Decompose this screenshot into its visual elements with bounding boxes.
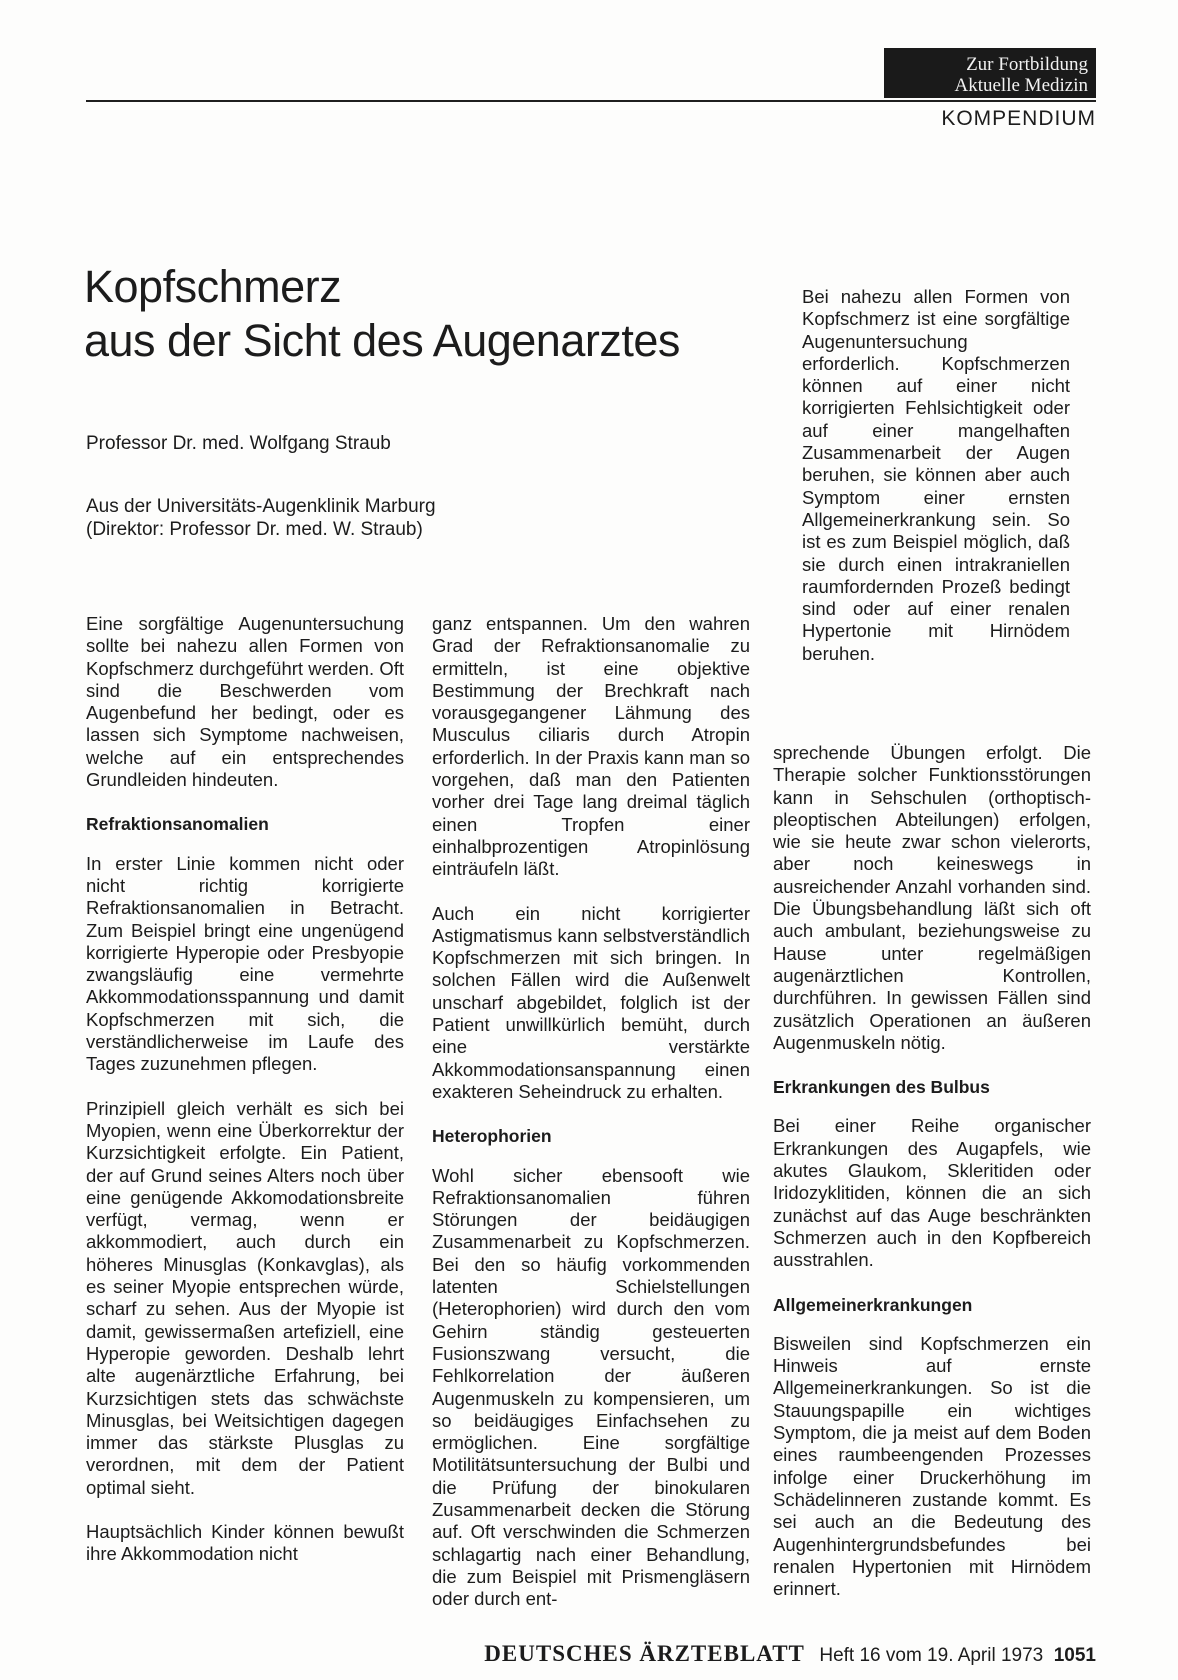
badge-line-1: Zur Fortbildung xyxy=(966,54,1088,75)
section-badge xyxy=(884,48,1096,98)
paragraph: Bei einer Reihe organischer Erkrankungen des Augapfels, wie akutes Glaukom, Skleritiden oder Iridozyklitiden, können die an sich zunächst auf das Auge beschränkten Schmerzen auch in den Kopfbereich ausstrahlen. xyxy=(773,1115,1091,1271)
abstract: Bei nahezu allen Formen von Kopfschmerz ist eine sorgfältige Augenuntersuchung erforderlich. Kopfschmerzen können auf einer nicht korrigierten Fehlsichtigkeit oder auf einer mangelhaften Zusammenarbeit der Augen beruhen, sie können aber auch Symptom einer ernsten Allgemeinerkrankung sein. So ist es zum Beispiel möglich, daß sie durch einen intrakraniellen raumfordernden Prozeß bedingt sind oder auf einer renalen Hypertonie mit Hirnödem beruhen. xyxy=(802,286,1070,664)
section-heading-erkrankungen-des-bulbus: Erkrankungen des Bulbus xyxy=(773,1077,990,1098)
paragraph: Auch ein nicht korrigierter Astigmatismus kann selbstverständlich Kopfschmerzen mit sich bringen. In solchen Fällen wird die Außenwelt unscharf abgebildet, folglich ist der Patient unwillkürlich bemüht, durch eine verstärkte Akkommodationsanspannung einen exakteren Seheindruck zu erhalten. xyxy=(432,902,750,1102)
title-line-2: aus der Sicht des Augenarztes xyxy=(84,315,680,366)
paragraph: Prinzipiell gleich verhält es sich bei Myopien, wenn eine Überkorrektur der Kurzsichtigkeit erfolgte. Ein Patient, der auf Grund seines Alters noch über eine genügende Akkomodationsbreite verfügt, vermag, wenn er akkommodiert, auch durch ein höheres Minusglas (Konkavglas), als es seiner Myopie entsprechen würde, scharf zu sehen. Aus der Myopie ist damit, gewissermaßen artefiziell, eine Hyperopie geworden. Deshalb lehrt alte augenärztliche Erfahrung, bei Kurzsichtigen stets das schwächste Minusglas, bei Weitsichtigen dagegen immer das stärkste Plusglas zu verordnen, mit dem der Patient optimal sieht. xyxy=(86,1097,404,1498)
paragraph: Eine sorgfältige Augenuntersuchung sollte bei nahezu allen Formen von Kopfschmerz durchgeführt werden. Oft sind die Beschwerden vom Augenbefund her bedingt, oder es lassen sich Symptome nachweisen, welche auf ein entsprechendes Grundleiden hindeuten. xyxy=(86,613,404,791)
paragraph: Hauptsächlich Kinder können bewußt ihre Akkommodation nicht xyxy=(86,1520,404,1565)
affiliation-line-2: (Direktor: Professor Dr. med. W. Straub) xyxy=(86,519,423,540)
text-column-1 xyxy=(86,613,404,1588)
author: Professor Dr. med. Wolfgang Straub xyxy=(86,433,391,454)
section-heading-allgemeinerkrankungen: Allgemeinerkrankungen xyxy=(773,1294,973,1315)
paragraph: Bisweilen sind Kopfschmerzen ein Hinweis auf ernste Allgemeinerkrankungen. So ist die Stauungspapille ein wichtiges Symptom, die ja meist auf dem Boden eines raumbeengenden Prozesses infolge einer Druckerhöhung im Schädelinneren zustande kommt. Es sei auch an die Bedeutung des Augenhintergrundsbefundes bei renalen Hypertonien mit Hirnödem erinnert. xyxy=(773,1332,1091,1600)
text-column-2 xyxy=(432,613,750,1632)
paragraph: sprechende Übungen erfolgt. Die Therapie solcher Funktionsstörungen kann in Sehschulen (orthoptisch-pleoptischen Abteilungen) erfolgen, wie sie heute zwar schon vielerorts, aber noch keineswegs in ausreichender Anzahl vorhanden sind. Die Übungsbehandlung läßt sich oft auch ambulant, beziehungsweise zu Hause unter regelmäßigen augenärztlichen Kontrollen, durchführen. In gewissen Fällen sind zusätzlich Operationen an äußeren Augenmuskeln nötig. xyxy=(773,742,1091,1053)
paragraph: In erster Linie kommen nicht oder nicht richtig korrigierte Refraktionsanomalien in Betracht. Zum Beispiel bringt eine ungenügend korrigierte Hyperopie oder Presbyopie zwangsläufig eine vermehrte Akkommodationsspannung und damit Kopfschmerzen mit sich, die verständlicherweise im Laufe des Tages zuzunehmen pflegen. xyxy=(86,852,404,1075)
affiliation-line-1: Aus der Universitäts-Augenklinik Marburg xyxy=(86,496,436,517)
section-heading-heterophorien: Heterophorien xyxy=(432,1126,552,1147)
header-rule xyxy=(86,100,1096,102)
text-column-3 xyxy=(773,742,1091,1622)
section-heading-refraktionsanomalien: Refraktionsanomalien xyxy=(86,814,269,835)
paragraph: ganz entspannen. Um den wahren Grad der Refraktionsanomalie zu ermitteln, ist eine objektive Bestimmung der Brechkraft nach vorausgegangener Lähmung des Musculus ciliaris durch Atropin erforderlich. In der Praxis kann man so vorgehen, daß man den Patienten vorher drei Tage lang dreimal täglich einen Tropfen einer einhalbprozentigen Atropinlösung einträufeln läßt. xyxy=(432,613,750,880)
issue-info: Heft 16 vom 19. April 1973 xyxy=(819,1645,1044,1666)
section-label: KOMPENDIUM xyxy=(941,107,1096,130)
paragraph: Wohl sicher ebensooft wie Refraktionsanomalien führen Störungen der beidäugigen Zusammenarbeit zu Kopfschmerzen. Bei den so häufig vorkommenden latenten Schielstellungen (Heterophorien) wird durch den vom Gehirn ständig gesteuerten Fusionszwang versucht, die Fehlkorrelation der äußeren Augenmuskeln zu kompensieren, um so beidäugiges Einfachsehen zu ermöglichen. Eine sorgfältige Motilitätsuntersuchung der Bulbi und die Prüfung der binokularen Zusammenarbeit decken die Störung auf. Oft verschwinden die Schmerzen schlagartig nach einer Behandlung, die zum Beispiel mit Prismengläsern oder durch ent- xyxy=(432,1164,750,1610)
badge-line-2: Aktuelle Medizin xyxy=(954,75,1088,96)
journal-name: DEUTSCHES ÄRZTEBLATT xyxy=(484,1641,805,1666)
page-number: 1051 xyxy=(1053,1645,1096,1666)
affiliation xyxy=(86,495,436,541)
article-title xyxy=(84,260,680,368)
page-footer xyxy=(484,1641,1096,1667)
title-line-1: Kopfschmerz xyxy=(84,261,342,312)
